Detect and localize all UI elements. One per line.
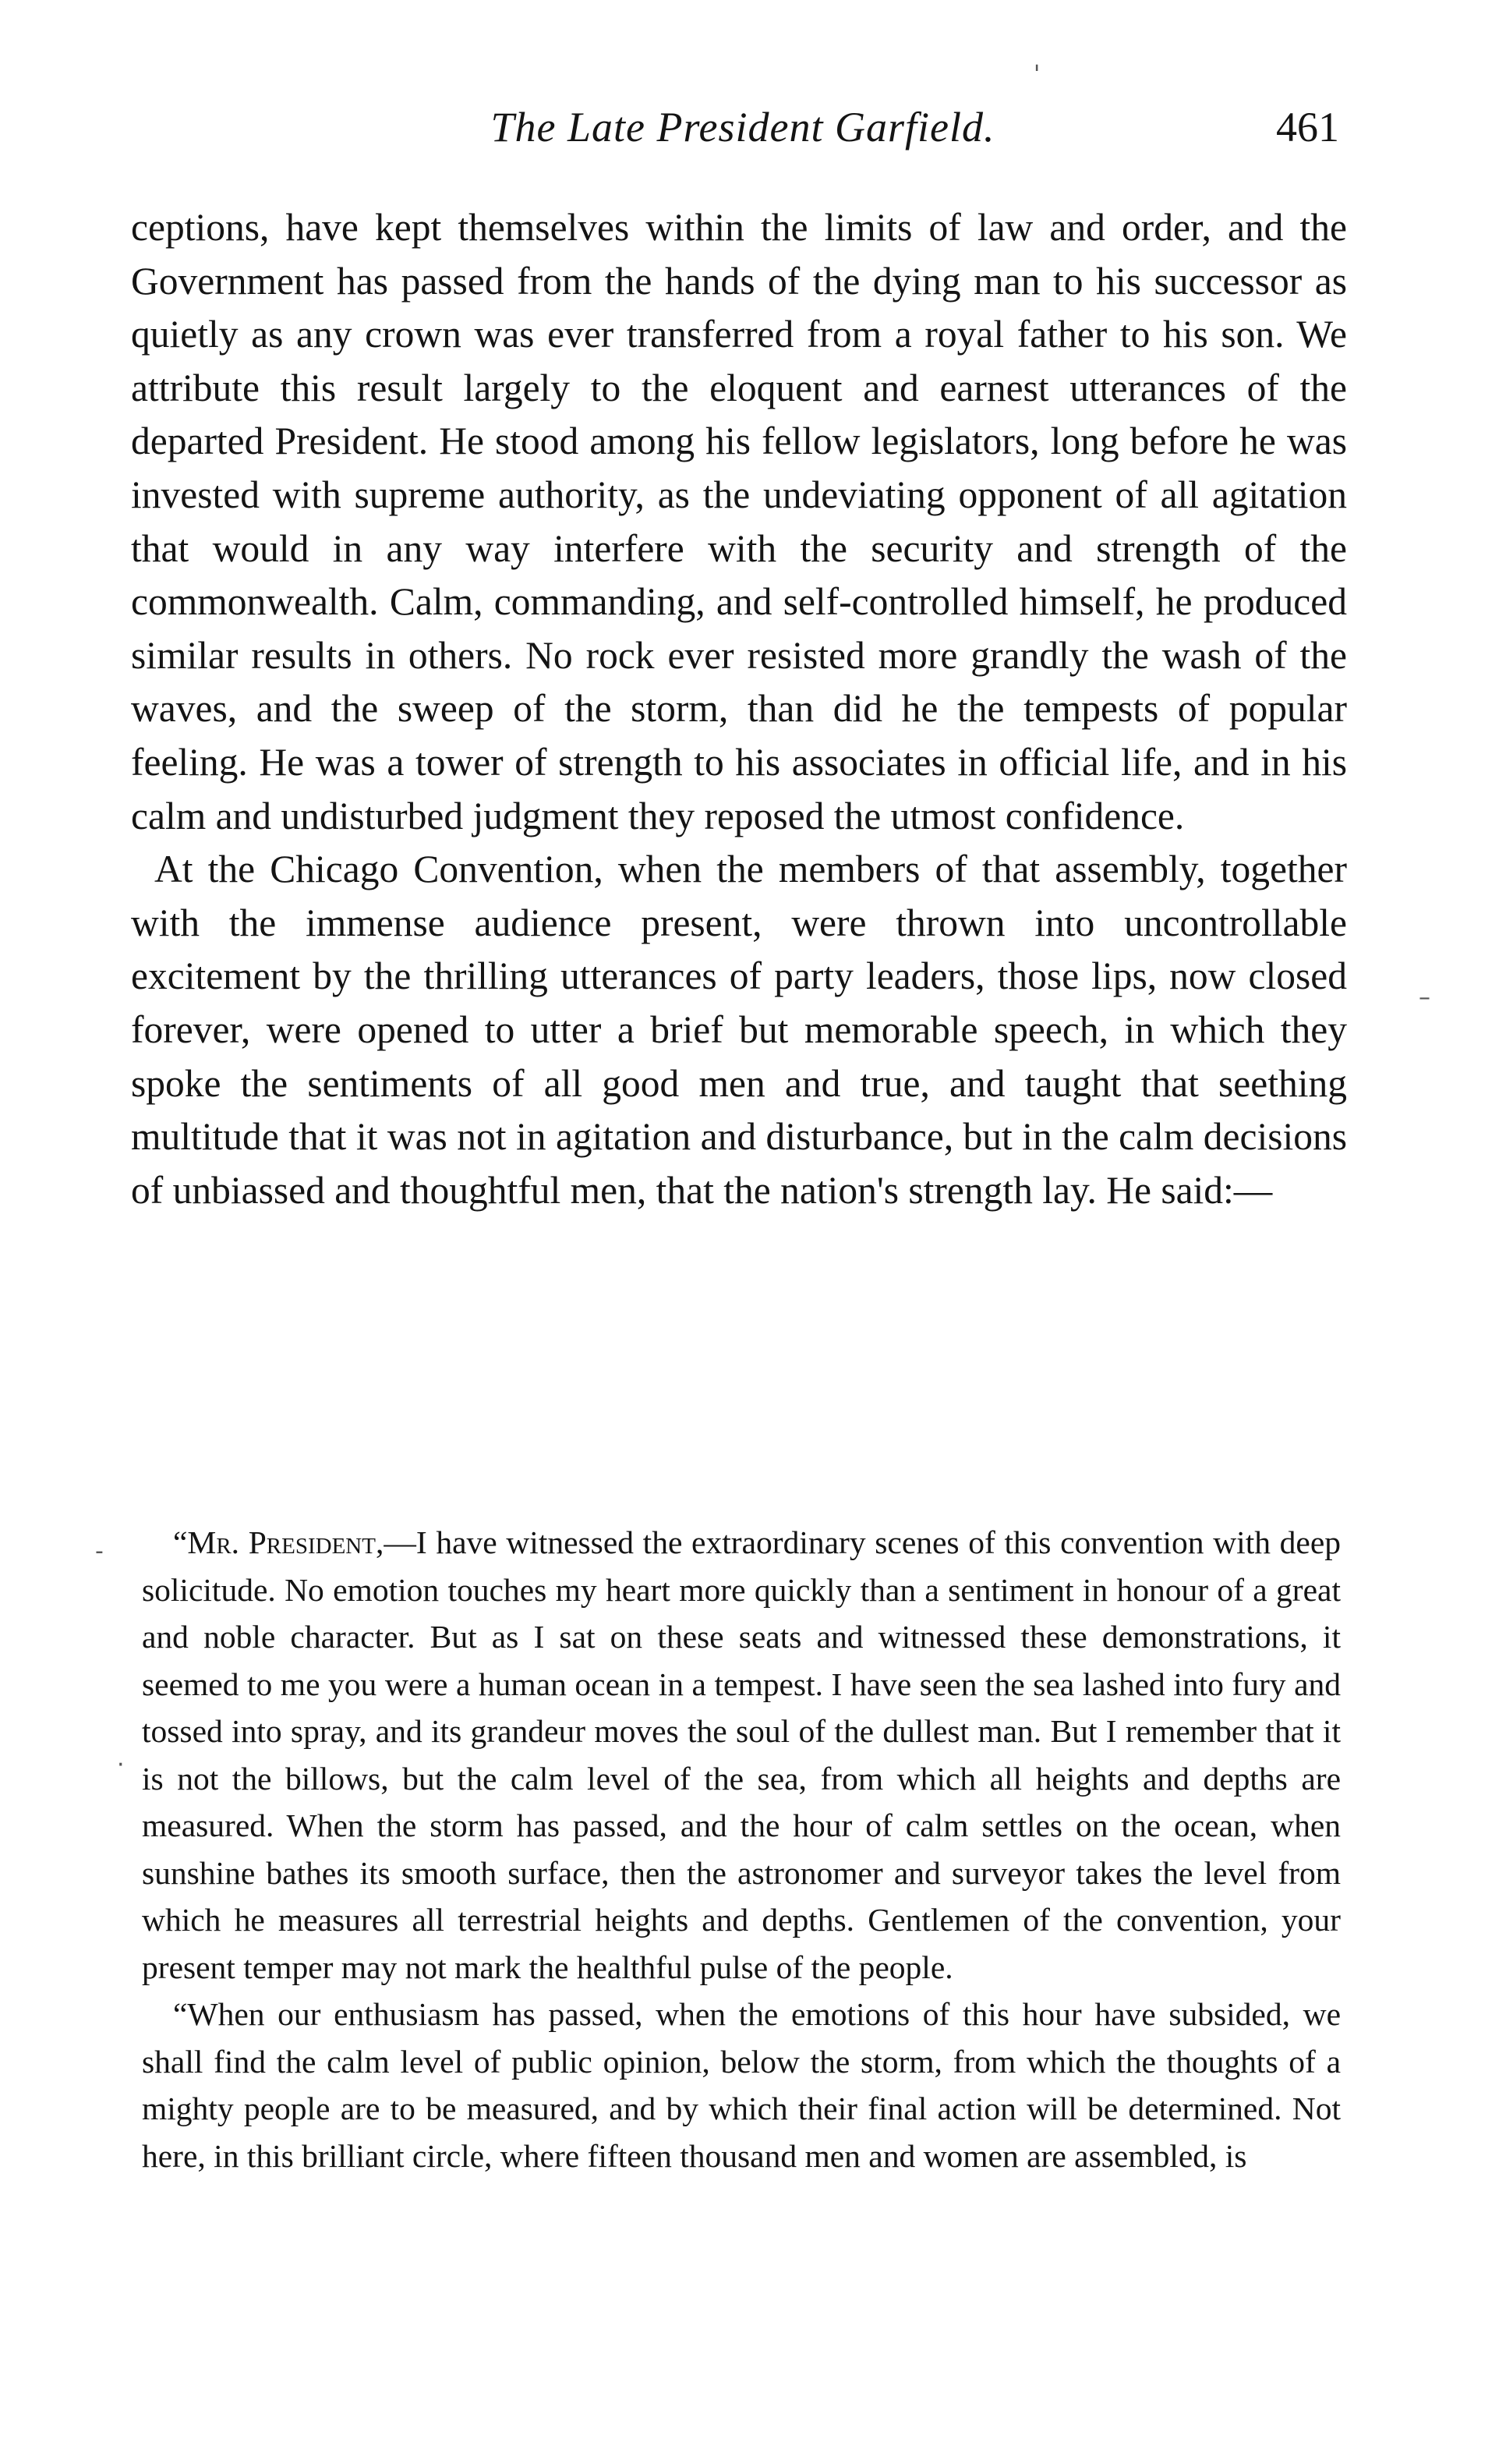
scan-speck-left: - [95,1538,104,1565]
quote-paragraph-1 [142,1519,1341,1991]
scan-speck-left-2: · [117,1751,125,1779]
quote-paragraph-1-text: —I have witnessed the extraordinary scenes of this convention with deep solicitude. No emotion touches my heart more quickly than a sentiment in honour of a great and noble character. But as I sat on these seats and witnessed these demonstrations, it seemed to me you were a human ocean in a tempest. I have seen the sea lashed into fury and tossed into spray, and its grandeur moves the soul of the dullest man. But I remember that it is not the billows, but the calm level of the sea, from which all heights and depths are measured. When the storm has passed, and the hour of calm settles on the ocean, when sunshine bathes its smooth surface, then the astronomer and surveyor takes the level from which he measures all terrestrial heights and depths. Gentlemen of the convention, your present temper may not mark the healthful pulse of the people. [142,1524,1341,1985]
paragraph-chicago-convention: At the Chicago Convention, when the members of that assembly, together with the immense audience present, were thrown into uncontrollable excitement by the thrilling utterances of party leaders, those lips, now closed forever, were opened to utter a brief but memorable speech, in which they spoke the sentiments of all good men and true, and taught that seething multitude that it was not in agitation and disturbance, but in the calm decisions of unbiassed and thoughtful men, that the nation's strength lay. He said:— [131,848,1347,1212]
quote-salutation: Mr. President, [187,1524,384,1560]
quote-open-mark: “ [173,1524,188,1560]
speech-quotation [142,1519,1341,2179]
running-title: The Late President Garfield. [490,104,995,150]
scan-speck-right: – [1419,984,1430,1011]
paragraph-continued: ceptions, have kept themselves within the limits of law and order, and the Government has passed from the hands of the dying man to his successor as quietly as any crown was ever transferred from a royal father to his son. We attribute this result largely to the eloquent and earnest utterances of the departed President. He stood among his fellow legislators, long before he was invested with supreme authority, as the undeviating opponent of all agitation that would in any way interfere with the security and strength of the commonwealth. Calm, commanding, and self-controlled himself, he produced similar results in others. No rock ever resisted more grandly the wash of the waves, and the sweep of the storm, than did he the tempests of popular feeling. He was a tower of strength to his associates in official life, and in his calm and undisturbed judgment they reposed the utmost confidence. [131,206,1347,837]
main-text [131,201,1347,1217]
page-number: 461 [1276,104,1339,150]
scan-speck-top: ' [1034,61,1041,88]
page-header [131,92,1355,162]
quote-paragraph-2: “When our enthusiasm has passed, when the emotions of this hour have subsided, we shall find the calm level of public opinion, below the storm, from which the thoughts of a mighty people are to be measured, and by which their final action will be determined. Not here, in this brilliant circle, where fifteen thousand men and women are assembled, is [142,1996,1341,2174]
